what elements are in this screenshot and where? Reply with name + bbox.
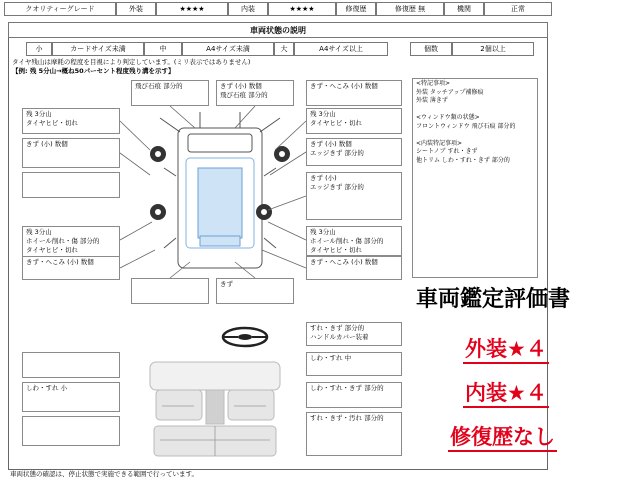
header-quality-label: クオリティーグレード [4,2,116,16]
tire-note-1: タイヤ残山は摩耗の程度を目視により判定しています。(ミリ表示ではありません) [12,58,251,66]
exterior-rating: 外装★４ [463,336,549,364]
repair-history: 修復歴なし [448,424,557,452]
box-left-tire-front: 残 3分山 タイヤヒビ・切れ [22,108,120,134]
header-interior-stars: ★★★★ [268,2,336,16]
box-right-tire-front: 残 3分山 タイヤヒビ・切れ [306,108,402,134]
count-desc: 2個以上 [452,42,534,56]
box-interior-left-0 [22,352,120,378]
box-left-tire-rear: 残 3分山 ホイール削れ・傷 部分的 タイヤヒビ・切れ [22,226,120,258]
box-top-mid: きず (小) 数個 飛び石痕 部分的 [216,80,294,106]
appraisal-heading: 車両鑑定評価書 [416,287,571,312]
box-rear-center: きず [216,278,294,304]
header-exterior-stars: ★★★★ [156,2,228,16]
box-front-top: 飛び石痕 部分的 [131,80,209,106]
size-medium: 中 [144,42,182,56]
car-interior-diagram [140,354,290,464]
box-right-door-front: きず (小) 数個 エッジきず 部分的 [306,138,402,166]
box-interior-left-2 [22,416,120,446]
box-interior-left-1: しわ・すれ 小 [22,382,120,412]
box-interior-right-3: すれ・きず・汚れ 部分的 [306,412,402,456]
header-interior-label: 内装 [228,2,268,16]
header-repair-value: 修復歴 無 [376,2,444,16]
box-left-door-front: きず (小) 数個 [22,138,120,168]
box-top-right: きず・へこみ (小) 数個 [306,80,402,106]
header-function-label: 機関 [444,2,484,16]
box-right-rear: きず・へこみ (小) 数個 [306,256,402,280]
sheet-title: 車両状態の説明 [8,22,548,38]
size-small-desc: カードサイズ未満 [52,42,144,56]
box-steering: すれ・きず 部分的 ハンドルカバー装着 [306,322,402,346]
header-repair-label: 修復歴 [336,2,376,16]
box-right-mid: きず (小) エッジきず 部分的 [306,172,402,220]
header-function-value: 正常 [484,2,552,16]
box-left-rear: きず・へこみ (小) 数個 [22,256,120,280]
count-label: 個数 [410,42,452,56]
tire-note-2: 【例: 残 5分山→概ね50パーセント程度残り溝を示す】 [12,67,175,75]
box-right-tire-rear: 残 3分山 ホイール削れ・傷 部分的 タイヤヒビ・切れ [306,226,402,256]
box-interior-right-1: しわ・すれ 中 [306,352,402,376]
interior-rating: 内装★４ [463,380,549,408]
notes-panel: <特記事項> 外装 タッチアップ補修痕 外装 薄きず <ウィンドウ類の状態> フロントウィンドウ 飛び石痕 部分的 <内装特記事項> シートノブ すれ・きず 他トリム しわ・すれ・きず 部分的 [412,78,538,278]
size-medium-desc: A4サイズ未満 [182,42,274,56]
header-exterior-label: 外装 [116,2,156,16]
size-small: 小 [26,42,52,56]
footer-note: 車両状態の確認は、停止状態で実施できる範囲で行っています。 [10,470,198,478]
box-interior-right-2: しわ・すれ・きず 部分的 [306,382,402,408]
steering-wheel-icon [220,326,270,348]
size-large: 大 [274,42,294,56]
size-large-desc: A4サイズ以上 [294,42,388,56]
